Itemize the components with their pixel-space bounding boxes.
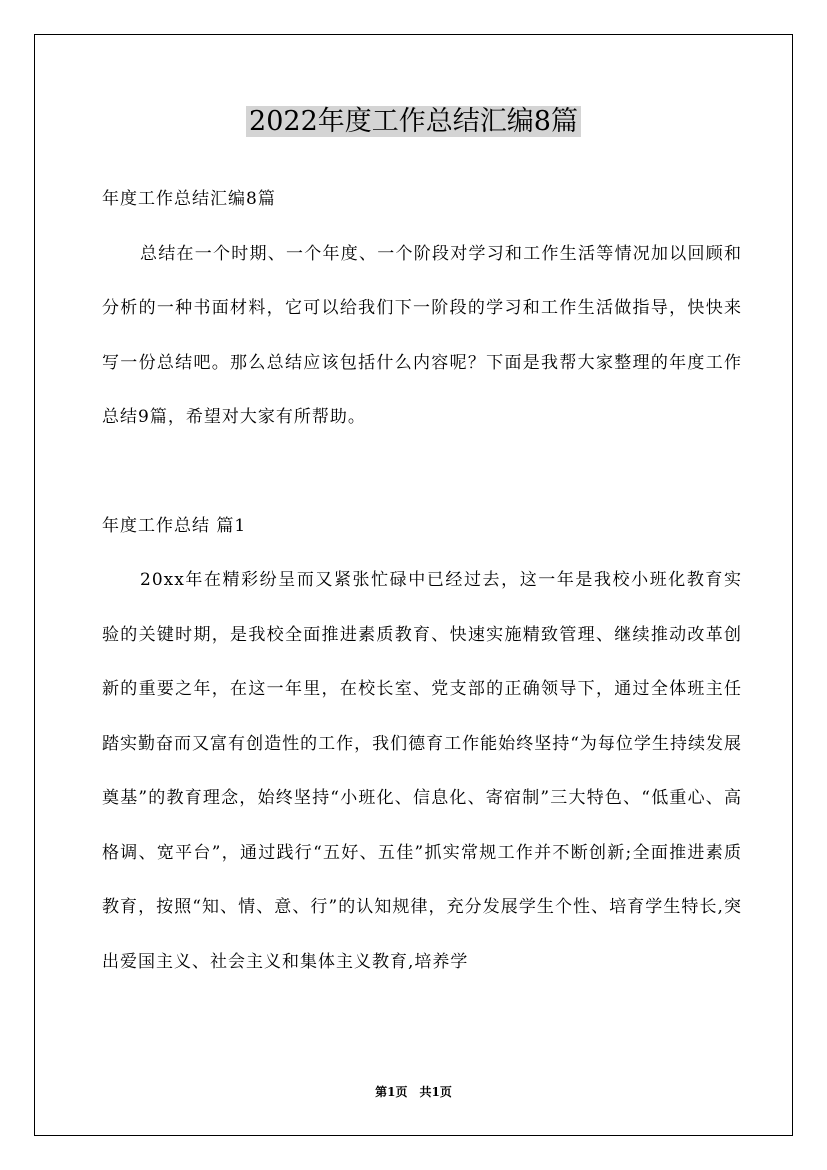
page-footer: 第1页 共1页 [375, 1085, 452, 1099]
section-heading: 年度工作总结 篇1 [102, 515, 247, 536]
section-gap [102, 445, 742, 499]
document-body [102, 172, 742, 989]
document-title [0, 102, 827, 142]
section-paragraph: 20xx年在精彩纷呈而又紧张忙碌中已经过去，这一年是我校小班化教育实验的关键时期，是我校全面推进素质教育、快速实施精致管理、继续推动改革创新的重要之年，在这一年里，在校长室、党支部的正确领导下，通过全体班主任踏实勤奋而又富有创造性的工作，我们德育工作能始终坚持“为每位学生持续发展奠基”的教育理念，始终坚持“小班化、信息化、寄宿制”三大特色、“低重心、高格调、宽平台”，通过践行“五好、五佳”抓实常规工作并不断创新;全面推进素质教育，按照“知、情、意、行”的认知规律，充分发展学生个性、培育学生特长,突出爱国主义、社会主义和集体主义教育,培养学 [102, 570, 742, 972]
intro-paragraph: 总结在一个时期、一个年度、一个阶段对学习和工作生活等情况加以回顾和分析的一种书面材料，它可以给我们下一阶段的学习和工作生活做指导，快快来写一份总结吧。那么总结应该包括什么内容呢？下面是我帮大家整理的年度工作总结9篇，希望对大家有所帮助。 [102, 243, 742, 427]
document-title-text: 2022年度工作总结汇编8篇 [246, 106, 581, 137]
document-subtitle: 年度工作总结汇编8篇 [102, 189, 276, 209]
